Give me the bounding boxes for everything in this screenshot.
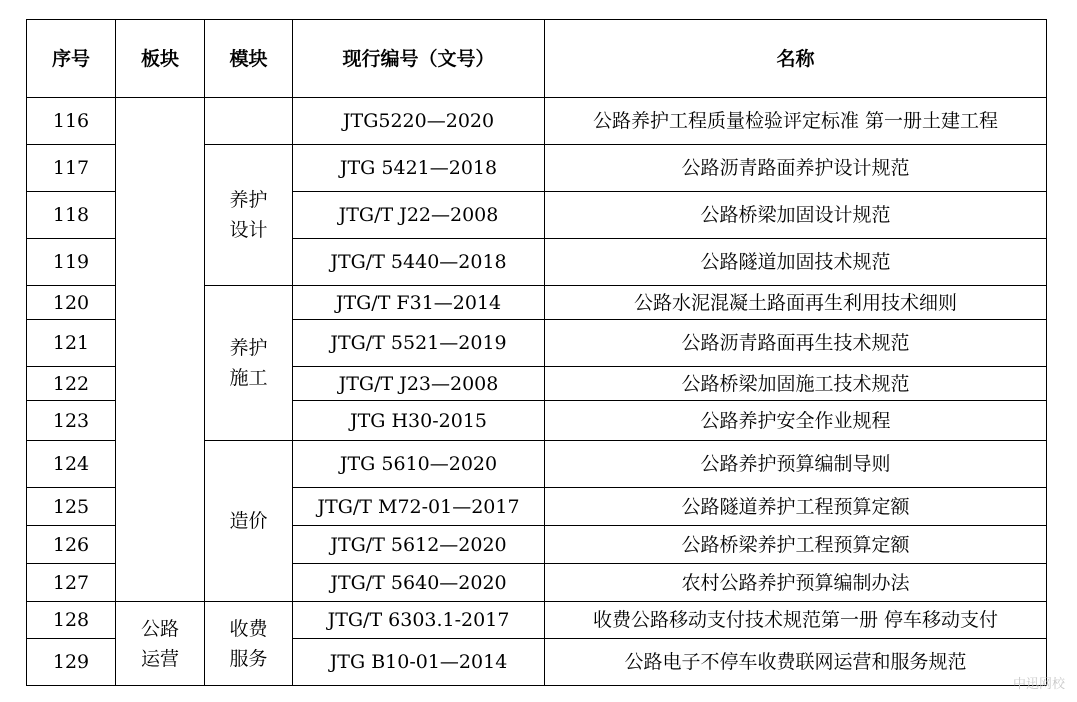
row-seq: 117 [27, 145, 116, 192]
row-name: 公路养护工程质量检验评定标准 第一册土建工程 [545, 98, 1047, 145]
row-name: 公路桥梁加固施工技术规范 [545, 367, 1047, 401]
row-seq: 116 [27, 98, 116, 145]
row-name: 农村公路养护预算编制办法 [545, 564, 1047, 602]
row-seq: 128 [27, 602, 116, 639]
row-seq: 126 [27, 526, 116, 564]
row-seq: 125 [27, 488, 116, 526]
row-seq: 122 [27, 367, 116, 401]
header-row [27, 20, 1047, 98]
row-name: 公路养护预算编制导则 [545, 441, 1047, 488]
row-code: JTG/T J22—2008 [293, 192, 545, 239]
module-construction-label: 养护 施工 [229, 337, 268, 389]
row-seq: 123 [27, 401, 116, 441]
row-name: 收费公路移动支付技术规范第一册 停车移动支付 [545, 602, 1047, 639]
row-name: 公路养护安全作业规程 [545, 401, 1047, 441]
row-name: 公路桥梁加固设计规范 [545, 192, 1047, 239]
row-seq: 124 [27, 441, 116, 488]
row-name: 公路沥青路面养护设计规范 [545, 145, 1047, 192]
row-code: JTG/T 5640—2020 [293, 564, 545, 602]
header-seq: 序号 [27, 20, 116, 98]
row-code: JTG 5610—2020 [293, 441, 545, 488]
module-cost-label: 造价 [229, 510, 268, 532]
row-name: 公路电子不停车收费联网运营和服务规范 [545, 639, 1047, 686]
row-code: JTG/T 5612—2020 [293, 526, 545, 564]
row-code: JTG/T 6303.1-2017 [293, 602, 545, 639]
row-seq: 121 [27, 320, 116, 367]
module-cell-design [205, 145, 293, 286]
table-row [27, 98, 1047, 145]
row-code: JTG/T F31—2014 [293, 286, 545, 320]
standards-table [26, 19, 1047, 686]
row-code: JTG 5421—2018 [293, 145, 545, 192]
module-cell-cost [205, 441, 293, 602]
row-code: JTG H30-2015 [293, 401, 545, 441]
header-module: 模块 [205, 20, 293, 98]
row-code: JTG/T 5440—2018 [293, 239, 545, 286]
module-cell-toll [205, 602, 293, 686]
row-code: JTG5220—2020 [293, 98, 545, 145]
section-cell-maintenance [116, 98, 205, 602]
row-name: 公路隧道加固技术规范 [545, 239, 1047, 286]
section-cell-operation [116, 602, 205, 686]
header-code: 现行编号（文号） [293, 20, 545, 98]
row-seq: 127 [27, 564, 116, 602]
row-code: JTG/T J23—2008 [293, 367, 545, 401]
table-row [27, 602, 1047, 639]
row-name: 公路沥青路面再生技术规范 [545, 320, 1047, 367]
module-toll-label: 收费 服务 [229, 617, 268, 670]
row-seq: 129 [27, 639, 116, 686]
watermark: 中迅网校 [1012, 677, 1065, 692]
row-code: JTG B10-01—2014 [293, 639, 545, 686]
module-cell-blank [205, 98, 293, 145]
module-design-label: 养护 设计 [229, 189, 268, 241]
row-name: 公路水泥混凝土路面再生利用技术细则 [545, 286, 1047, 320]
module-cell-construction [205, 286, 293, 441]
section-operation-label: 公路 运营 [140, 617, 179, 670]
row-seq: 120 [27, 286, 116, 320]
header-section: 板块 [116, 20, 205, 98]
row-code: JTG/T 5521—2019 [293, 320, 545, 367]
row-name: 公路隧道养护工程预算定额 [545, 488, 1047, 526]
row-name: 公路桥梁养护工程预算定额 [545, 526, 1047, 564]
row-code: JTG/T M72-01—2017 [293, 488, 545, 526]
row-seq: 119 [27, 239, 116, 286]
header-name: 名称 [545, 20, 1047, 98]
row-seq: 118 [27, 192, 116, 239]
